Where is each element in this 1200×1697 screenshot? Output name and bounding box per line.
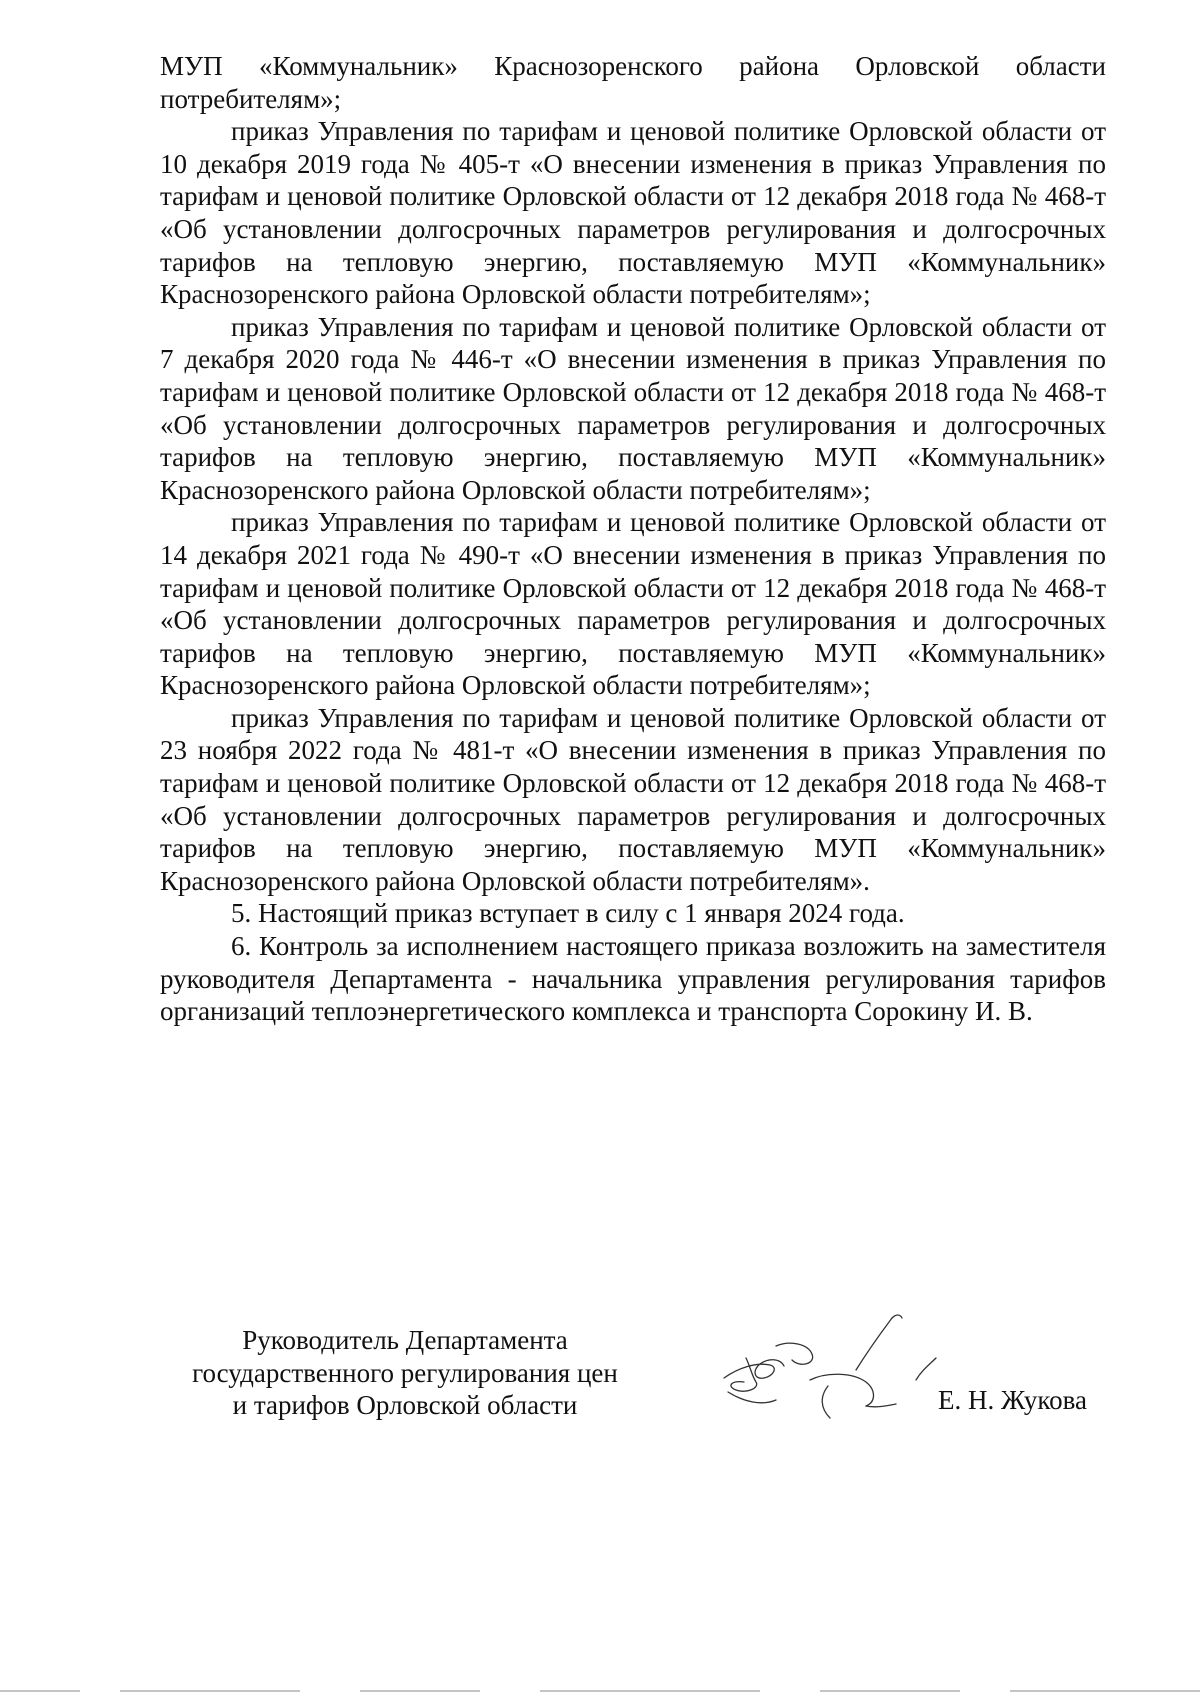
paragraph-order-446: приказ Управления по тарифам и ценовой политике Орловской области от 7 декабря 2020 года № 446-т «О внесении изменения в приказ Управления по тарифам и ценовой политике Орловской области от 12 декабря 2018 года № 468-т «Об установлении долгосрочных параметров регулирования и долгосрочных тарифов на тепловую энергию, поставляемую МУП «Коммунальник» Краснозоренского района Орловской области потребителям»;: [160, 311, 1106, 505]
page-bottom-edge-marks: [0, 1690, 1200, 1692]
signer-position: [160, 1324, 650, 1422]
signer-position-line: Руководитель Департамента: [242, 1325, 568, 1355]
paragraph-order-490: приказ Управления по тарифам и ценовой политике Орловской области от 14 декабря 2021 года № 490-т «О внесении изменения в приказ Управления по тарифам и ценовой политике Орловской области от 12 декабря 2018 года № 468-т «Об установлении долгосрочных параметров регулирования и долгосрочных тарифов на тепловую энергию, поставляемую МУП «Коммунальник» Краснозоренского района Орловской области потребителям»;: [160, 507, 1106, 701]
signer-name: Е. Н. Жукова: [938, 1385, 1087, 1415]
paragraph-order-481: приказ Управления по тарифам и ценовой политике Орловской области от 23 ноября 2022 года № 481-т «О внесении изменения в приказ Управления по тарифам и ценовой политике Орловской области от 12 декабря 2018 года № 468-т «Об установлении долгосрочных параметров регулирования и долгосрочных тарифов на тепловую энергию, поставляемую МУП «Коммунальник» Краснозоренского района Орловской области потребителям».: [160, 702, 1106, 896]
paragraph-item-5: 5. Настоящий приказ вступает в силу с 1 января 2024 года.: [231, 898, 905, 929]
paragraph-continuation: МУП «Коммунальник» Краснозоренского района Орловской области потребителям»;: [160, 51, 1106, 114]
paragraph-order-405: приказ Управления по тарифам и ценовой политике Орловской области от 10 декабря 2019 года № 405-т «О внесении изменения в приказ Управления по тарифам и ценовой политике Орловской области от 12 декабря 2018 года № 468-т «Об установлении долгосрочных параметров регулирования и долгосрочных тарифов на тепловую энергию, поставляемую МУП «Коммунальник» Краснозоренского района Орловской области потребителям»;: [160, 116, 1106, 310]
signer-position-line: и тарифов Орловской области: [232, 1390, 578, 1421]
handwritten-signature: [716, 1310, 976, 1430]
signature-block: [0, 1310, 1200, 1430]
document-body: [160, 50, 1106, 1028]
signer-position-line: государственного регулирования цен: [192, 1357, 618, 1388]
paragraph-item-6: 6. Контроль за исполнением настоящего приказа возложить на заместителя руководителя Департамента - начальника управления регулирования тарифов организаций теплоэнергетического комплекса и транспорта Сорокину И. В.: [160, 931, 1106, 1027]
